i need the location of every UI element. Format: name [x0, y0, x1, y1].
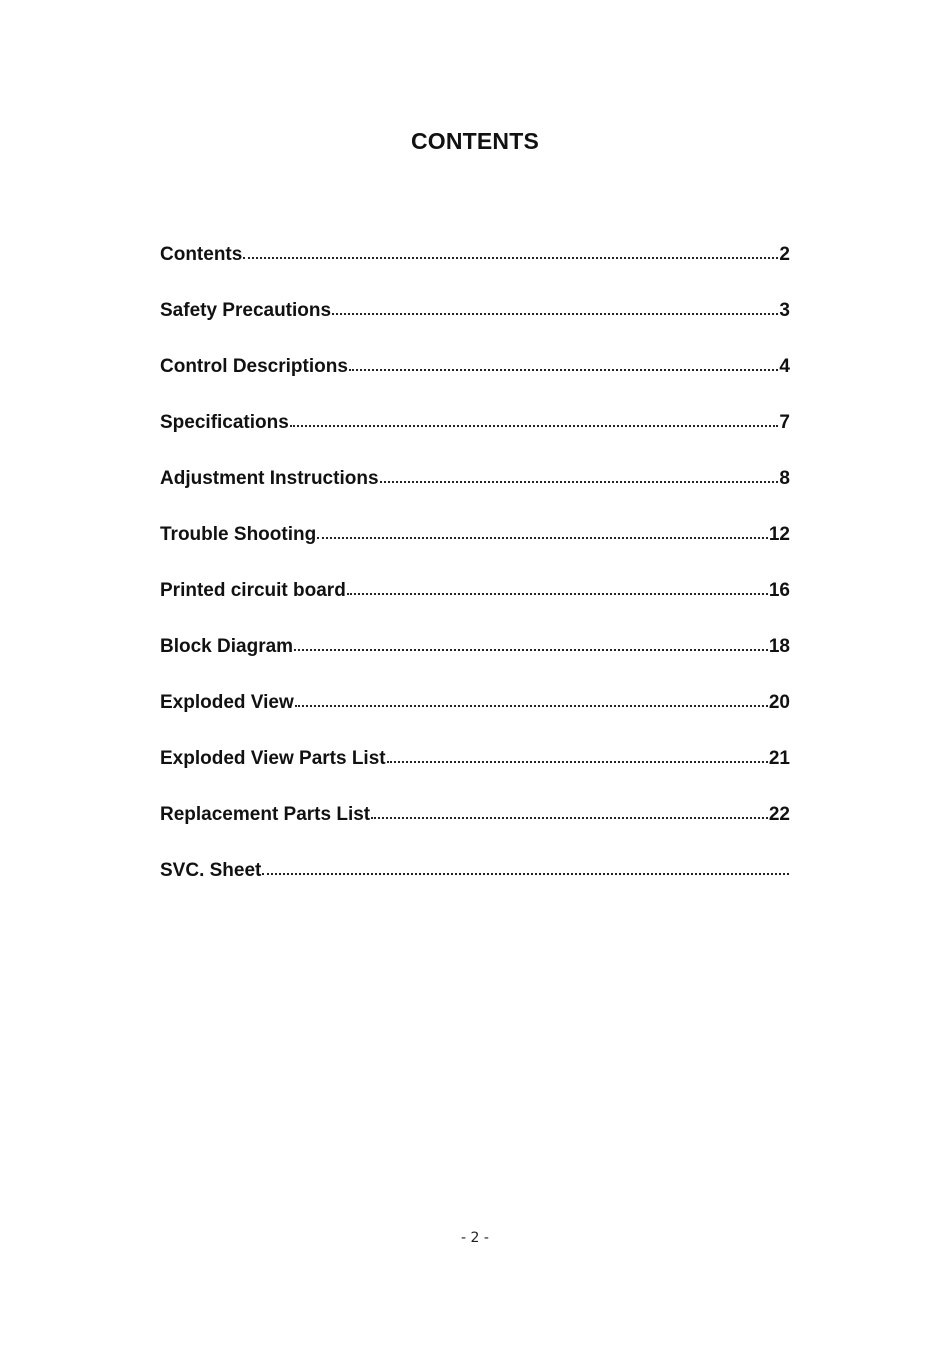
dot-leader [294, 647, 768, 651]
toc-entry-block-diagram[interactable] [160, 632, 790, 688]
toc-entry-page: 3 [779, 300, 790, 321]
dot-leader [243, 255, 778, 259]
toc-entry-control-descriptions[interactable] [160, 352, 790, 408]
toc-entry-page: 22 [768, 804, 790, 825]
toc-entry-trouble-shooting[interactable] [160, 520, 790, 576]
toc-entry-label: Replacement Parts List [160, 804, 371, 825]
dot-leader [295, 703, 768, 707]
dot-leader [380, 479, 779, 483]
toc-entry-svc-sheet[interactable] [160, 856, 790, 912]
toc-entry-safety-precautions[interactable] [160, 296, 790, 352]
toc-entry-page: 8 [779, 468, 790, 489]
toc-entry-page: 12 [768, 524, 790, 545]
toc-entry-label: Block Diagram [160, 636, 294, 657]
toc-entry-label: Adjustment Instructions [160, 468, 379, 489]
toc-entry-label: Contents [160, 244, 243, 265]
toc-entry-replacement-parts-list[interactable] [160, 800, 790, 856]
toc-entry-page: 16 [768, 580, 790, 601]
dot-leader [317, 535, 768, 539]
toc-entry-adjustment-instructions[interactable] [160, 464, 790, 520]
dot-leader [290, 423, 779, 427]
toc-entry-exploded-view[interactable] [160, 688, 790, 744]
dot-leader [347, 591, 768, 595]
toc-entry-page: 2 [779, 244, 790, 265]
toc-entry-label: Control Descriptions [160, 356, 348, 377]
toc-entry-page: 4 [779, 356, 790, 377]
toc-entry-label: Exploded View Parts List [160, 748, 386, 769]
dot-leader [371, 815, 768, 819]
toc-entry-page: 21 [768, 748, 790, 769]
toc-entry-exploded-view-parts-list[interactable] [160, 744, 790, 800]
toc-entry-page: 18 [768, 636, 790, 657]
dot-leader [262, 871, 789, 875]
page-title: CONTENTS [410, 128, 540, 154]
table-of-contents [160, 240, 790, 912]
toc-entry-contents[interactable] [160, 240, 790, 296]
dot-leader [349, 367, 779, 371]
toc-entry-label: Printed circuit board [160, 580, 346, 601]
toc-entry-label: SVC. Sheet [160, 860, 262, 881]
page-number: - 2 - [461, 1230, 489, 1246]
toc-entry-label: Exploded View [160, 692, 294, 713]
toc-entry-label: Specifications [160, 412, 289, 433]
toc-entry-page: 20 [768, 692, 790, 713]
toc-entry-specifications[interactable] [160, 408, 790, 464]
toc-entry-label: Safety Precautions [160, 300, 332, 321]
dot-leader [332, 311, 778, 315]
dot-leader [387, 759, 768, 763]
toc-entry-page: 7 [779, 412, 790, 433]
toc-entry-label: Trouble Shooting [160, 524, 317, 545]
toc-entry-printed-circuit-board[interactable] [160, 576, 790, 632]
